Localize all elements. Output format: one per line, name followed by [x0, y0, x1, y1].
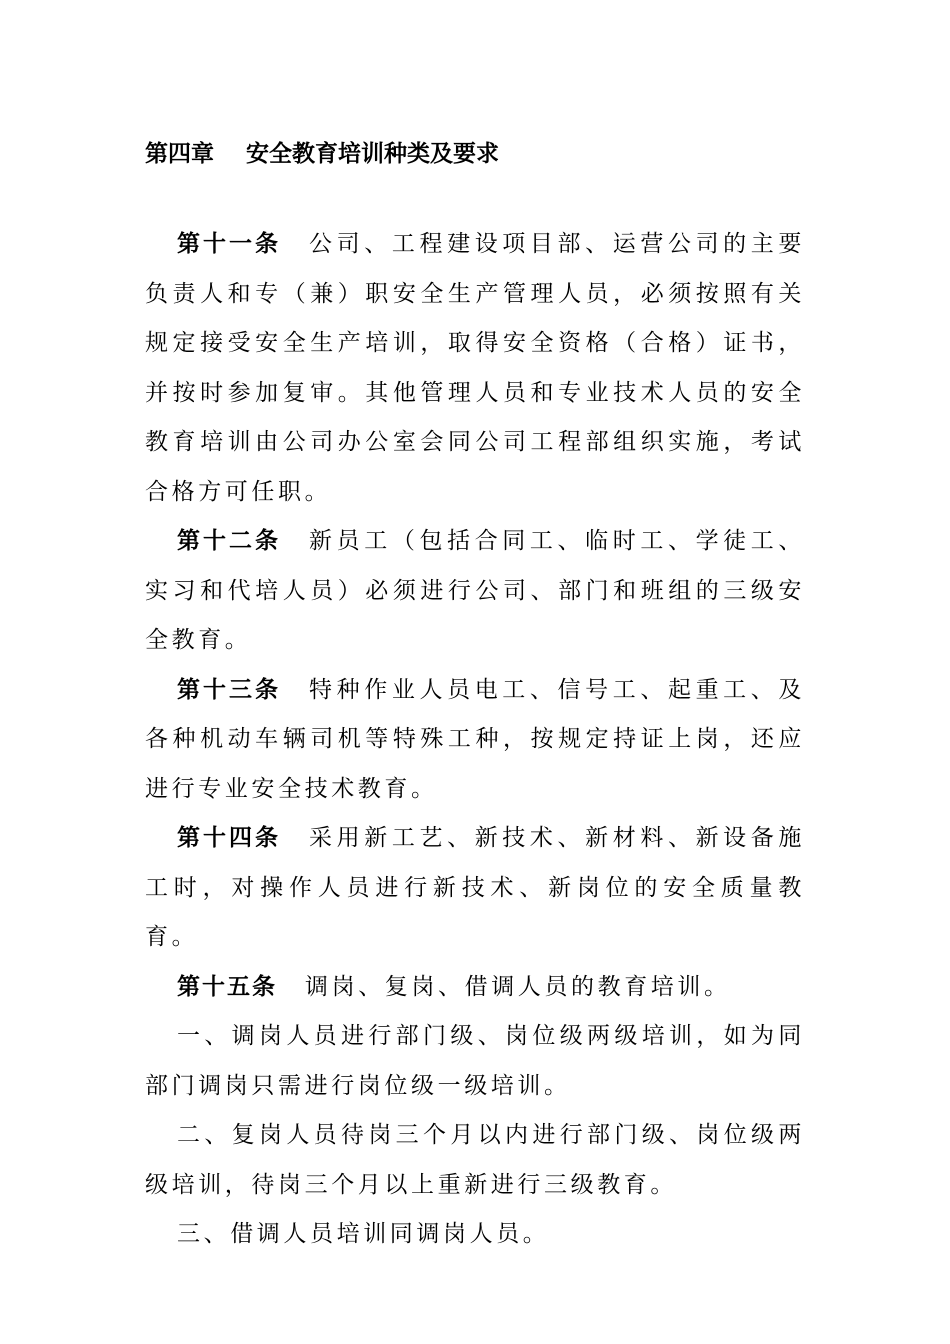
article-text: 特种作业人员电工、信号工、起重工、及各种机动车辆司机等特殊工种，按规定持证上岗，还应进行专业安全技术教育。 [145, 676, 805, 802]
article-text: 采用新工艺、新技术、新材料、新设备施工时，对操作人员进行新技术、新岗位的安全质量教育。 [145, 825, 805, 950]
list-item-3: 三、借调人员培训同调岗人员。 [177, 1221, 550, 1247]
article-label: 第十四条 [177, 825, 282, 851]
article-12 [145, 517, 805, 666]
article-text: 调岗、复岗、借调人员的教育培训。 [305, 973, 731, 1000]
chapter-title: 安全教育培训种类及要求 [246, 141, 500, 167]
article-label: 第十三条 [177, 676, 282, 703]
article-11 [145, 220, 805, 517]
article-13 [145, 666, 805, 815]
article-text: 新员工（包括合同工、临时工、学徒工、实习和代培人员）必须进行公司、部门和班组的三级安全教育。 [145, 528, 805, 653]
chapter-number: 第四章 [145, 141, 214, 167]
list-item-1: 一、调岗人员进行部门级、岗位级两级培训，如为同部门调岗只需进行岗位级一级培训。 [145, 1023, 805, 1099]
list-item-2: 二、复岗人员待岗三个月以内进行部门级、岗位级两级培训，待岗三个月以上重新进行三级教育。 [145, 1122, 805, 1198]
article-label: 第十五条 [177, 973, 277, 1000]
chapter-heading [145, 134, 805, 174]
document-body [145, 220, 805, 1260]
article-text: 公司、工程建设项目部、运营公司的主要负责人和专（兼）职安全生产管理人员，必须按照有关规定接受安全生产培训，取得安全资格（合格）证书，并按时参加复审。其他管理人员和专业技术人员的安全教育培训由公司办公室会同公司工程部组织实施，考试合格方可任职。 [145, 231, 805, 505]
article-label: 第十二条 [177, 528, 282, 554]
article-label: 第十一条 [177, 231, 282, 257]
article-15 [145, 963, 805, 1013]
article-14 [145, 814, 805, 963]
